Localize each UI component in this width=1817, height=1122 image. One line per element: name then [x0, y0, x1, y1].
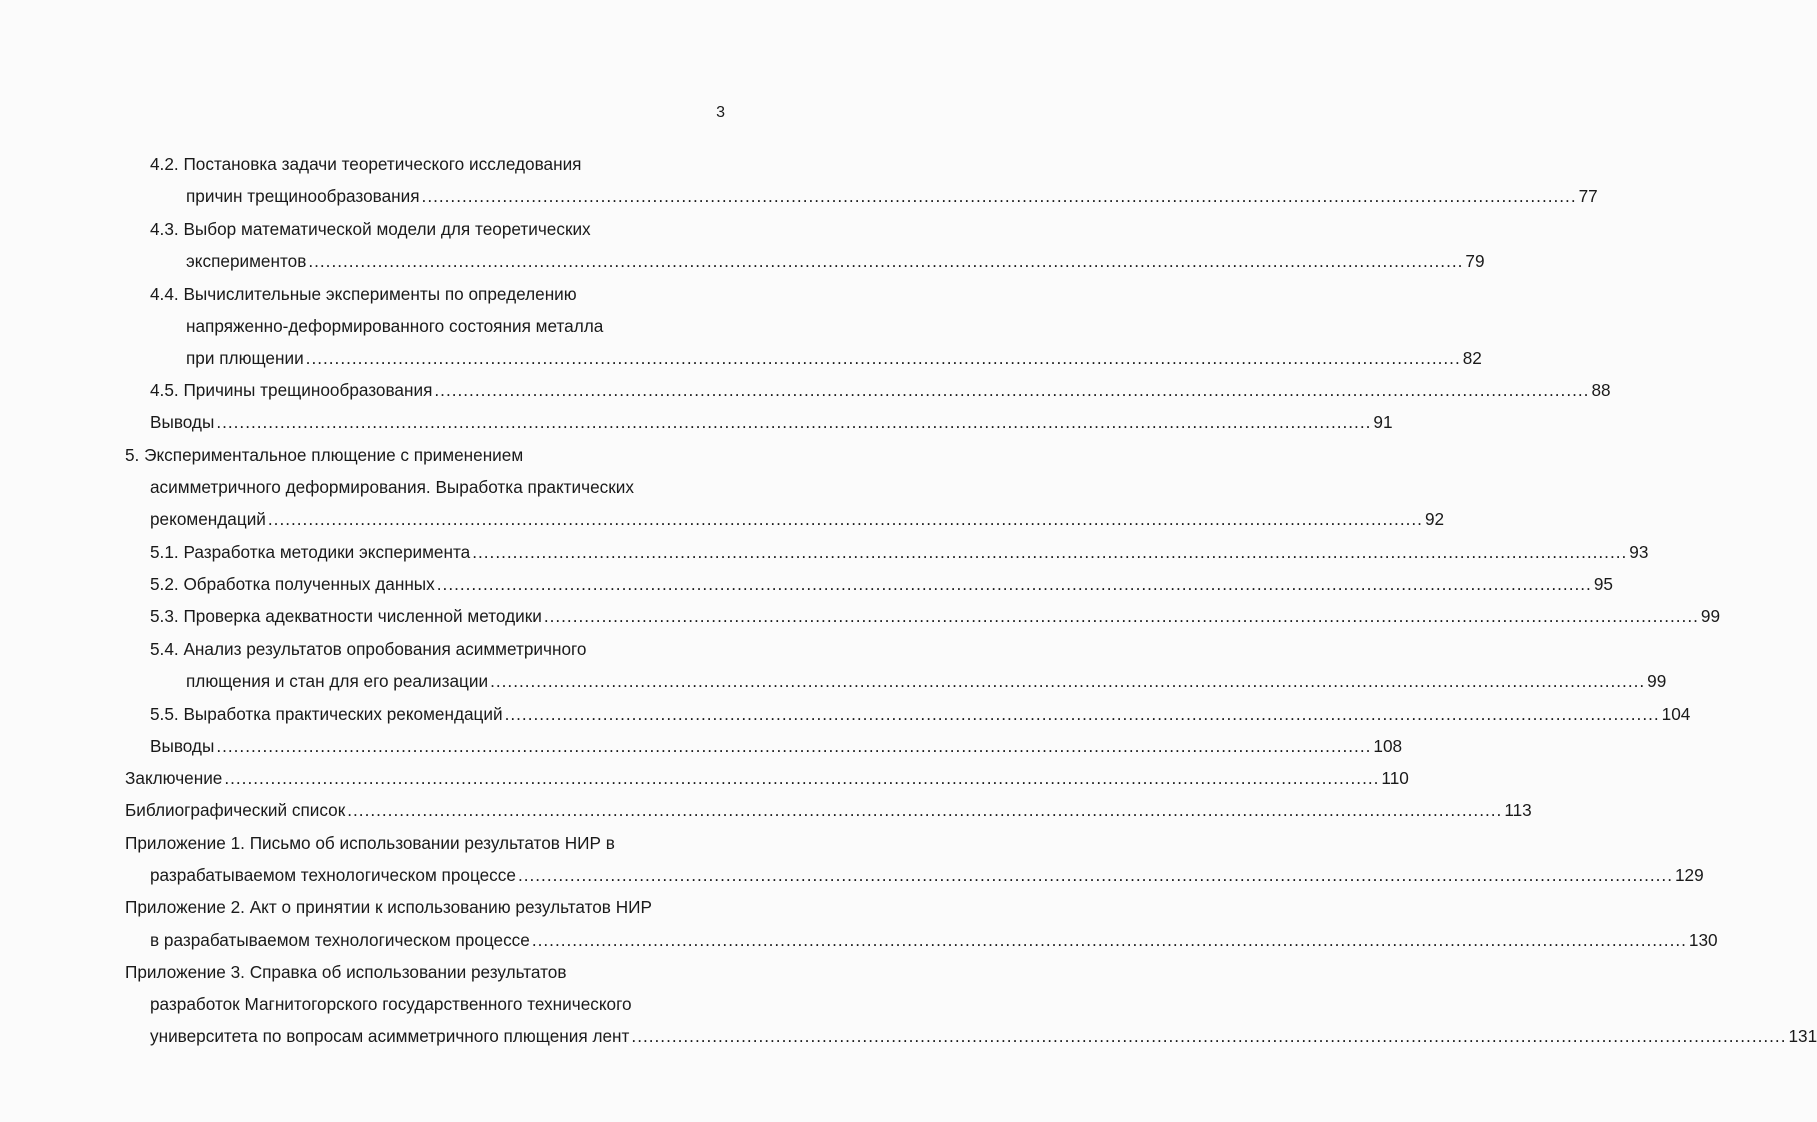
- toc-leader-dots: ........................................................................................................................................................................................................: [216, 412, 1372, 432]
- toc-entry-page: 92: [1424, 509, 1445, 529]
- toc-entry-4-3-title: [150, 213, 591, 245]
- toc-entry-text: Приложение 3. Справка об использовании результатов: [125, 962, 567, 982]
- toc-entry-page: 104: [1661, 704, 1691, 724]
- toc-entry-text: разрабатываемом технологическом процессе: [150, 865, 516, 885]
- toc-leader-dots: ........................................................................................................................................................................................................: [517, 865, 1673, 885]
- toc-entry-bibliography: [125, 794, 1532, 826]
- toc-entry-5-4-title: [150, 633, 586, 665]
- toc-entry-4-2: [186, 180, 1598, 212]
- toc-entry-text: Выводы: [150, 736, 215, 756]
- toc-entry-text: 4.3. Выбор математической модели для теоретических: [150, 219, 591, 239]
- toc-entry-text: в разрабатываемом технологическом процессе: [150, 930, 530, 950]
- page-number: 3: [716, 104, 725, 121]
- toc-entry-appendix-2-title: [125, 891, 652, 923]
- toc-entry-text: Приложение 2. Акт о принятии к использованию результатов НИР: [125, 897, 652, 917]
- toc-entry-page: 88: [1591, 380, 1611, 400]
- toc-entry-page: 108: [1373, 736, 1403, 756]
- toc-entry-text: 4.4. Вычислительные эксперименты по определению: [150, 284, 577, 304]
- toc-entry-page: 95: [1593, 574, 1613, 594]
- toc-entry-4-3: [186, 245, 1485, 277]
- toc-entry-page: 129: [1675, 865, 1704, 885]
- toc-leader-dots: ........................................................................................................................................................................................................: [490, 671, 1646, 691]
- toc-leader-dots: ........................................................................................................................................................................................................: [421, 186, 1577, 206]
- toc-entry-text: 5.1. Разработка методики эксперимента: [150, 542, 471, 562]
- toc-leader-dots: ........................................................................................................................................................................................................: [224, 768, 1380, 788]
- toc-entry-page: 99: [1647, 671, 1667, 691]
- toc-leader-dots: ........................................................................................................................................................................................................: [436, 574, 1592, 594]
- toc-leader-dots: ........................................................................................................................................................................................................: [305, 348, 1461, 368]
- toc-entry-5-5: [150, 698, 1691, 730]
- toc-entry-5-title: [125, 439, 523, 471]
- toc-entry-conclusion: [125, 762, 1409, 794]
- toc-entry-page: 82: [1462, 348, 1482, 368]
- toc-leader-dots: ........................................................................................................................................................................................................: [347, 800, 1503, 820]
- toc-entry-text: 4.2. Постановка задачи теоретического исследования: [150, 154, 582, 174]
- toc-entry-appendix-3-cont: [150, 988, 632, 1020]
- toc-entry-appendix-2: [150, 924, 1718, 956]
- toc-entry-text: разработок Магнитогорского государственного технического: [150, 994, 632, 1014]
- toc-entry-text: Библиографический список: [125, 800, 346, 820]
- toc-entry-text: Приложение 1. Письмо об использовании результатов НИР в: [125, 833, 615, 853]
- toc-entry-text: напряженно-деформированного состояния металла: [186, 316, 604, 336]
- toc-entry-appendix-1: [150, 859, 1704, 891]
- toc-entry-page: 99: [1700, 606, 1721, 626]
- toc-leader-dots: ........................................................................................................................................................................................................: [472, 542, 1628, 562]
- toc-entry-5-4: [186, 665, 1667, 697]
- toc-entry-text: университета по вопросам асимметричного плющения лент: [150, 1026, 630, 1046]
- toc-entry-appendix-1-title: [125, 827, 615, 859]
- toc-entry-text: рекомендаций: [150, 509, 266, 529]
- toc-entry-text: экспериментов: [186, 251, 307, 271]
- toc-entry-text: 5.3. Проверка адекватности численной методики: [150, 606, 542, 626]
- toc-entry-text: при плющении: [186, 348, 304, 368]
- toc-entry-text: 4.5. Причины трещинообразования: [150, 380, 433, 400]
- toc-entry-page: 113: [1504, 800, 1532, 820]
- toc-entry-page: 91: [1373, 412, 1393, 432]
- toc-entry-page: 110: [1381, 768, 1409, 788]
- toc-leader-dots: ........................................................................................................................................................................................................: [543, 606, 1699, 626]
- toc-leader-dots: ........................................................................................................................................................................................................: [267, 509, 1423, 529]
- toc-entry-page: 131: [1788, 1026, 1817, 1046]
- toc-entry-text: причин трещинообразования: [186, 186, 420, 206]
- toc-entry-5-3: [150, 600, 1721, 632]
- toc-entry-5: [150, 503, 1445, 535]
- toc-entry-text: 5.5. Выработка практических рекомендаций: [150, 704, 503, 724]
- toc-entry-text: плющения и стан для его реализации: [186, 671, 489, 691]
- toc-entry-5-2: [150, 568, 1613, 600]
- toc-entry-ch4-conclusions: [150, 406, 1393, 438]
- toc-entry-page: 79: [1465, 251, 1485, 271]
- toc-entry-page: 130: [1688, 930, 1718, 950]
- toc-entry-appendix-3-title: [125, 956, 566, 988]
- toc-entry-page: 77: [1578, 186, 1598, 206]
- toc-leader-dots: ........................................................................................................................................................................................................: [531, 930, 1687, 950]
- toc-entry-text: Заключение: [125, 768, 223, 788]
- toc-leader-dots: ........................................................................................................................................................................................................: [434, 380, 1590, 400]
- toc-leader-dots: ........................................................................................................................................................................................................: [216, 736, 1372, 756]
- toc-leader-dots: ........................................................................................................................................................................................................: [308, 251, 1464, 271]
- toc-entry-text: асимметричного деформирования. Выработка практических: [150, 477, 634, 497]
- toc-entry-text: 5. Экспериментальное плющение с применением: [125, 445, 524, 465]
- toc-entry-4-4-title: [150, 278, 577, 310]
- toc-leader-dots: ........................................................................................................................................................................................................: [631, 1026, 1787, 1046]
- toc-entry-ch5-conclusions: [150, 730, 1403, 762]
- toc-entry-4-5: [150, 374, 1611, 406]
- toc-entry-appendix-3: [150, 1020, 1817, 1052]
- toc-leader-dots: ........................................................................................................................................................................................................: [504, 704, 1660, 724]
- toc-entry-page: 93: [1629, 542, 1649, 562]
- toc-entry-4-2-title: [150, 148, 581, 180]
- toc-entry-text: 5.2. Обработка полученных данных: [150, 574, 435, 594]
- toc-entry-5-cont: [150, 471, 634, 503]
- toc-entry-text: 5.4. Анализ результатов опробования асимметричного: [150, 639, 587, 659]
- toc-entry-4-4-cont: [186, 310, 603, 342]
- toc-entry-5-1: [150, 536, 1649, 568]
- toc-entry-4-4: [186, 342, 1482, 374]
- toc-entry-text: Выводы: [150, 412, 215, 432]
